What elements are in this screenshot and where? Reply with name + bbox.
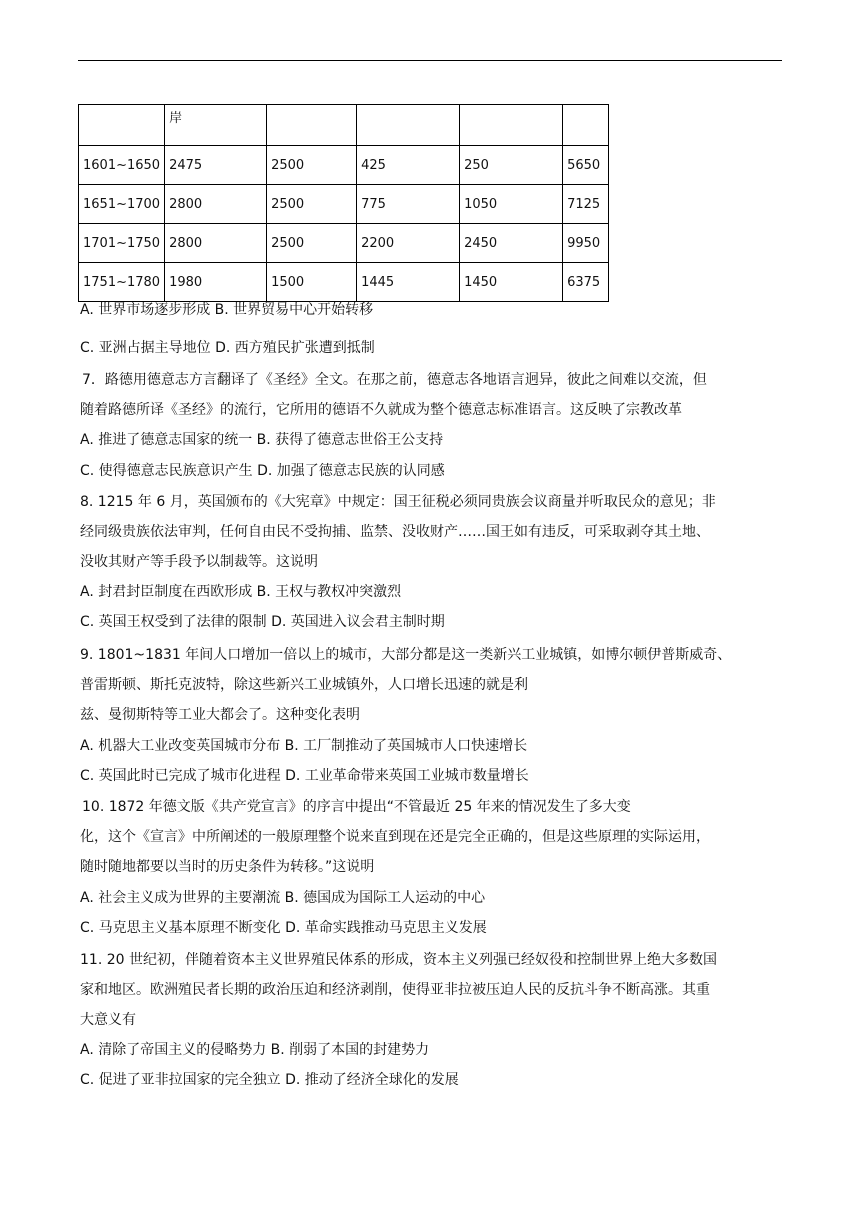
table-cell: 2475 (165, 146, 267, 185)
q11-stem-line: 11. 20 世纪初，伴随着资本主义世界殖民体系的形成，资本主义列强已经奴役和控制世界上绝大多数国 (80, 952, 717, 968)
q10-stem-line: 随时随地都要以当时的历史条件为转移。”这说明 (80, 859, 375, 875)
data-table (78, 104, 609, 302)
table-cell: 2500 (267, 146, 357, 185)
table-row (79, 185, 609, 224)
table-row (79, 146, 609, 185)
table-cell: 2800 (165, 224, 267, 263)
q9-options-cd: C. 英国此时已完成了城市化进程 D. 工业革命带来英国工业城市数量增长 (80, 768, 529, 784)
table-cell: 9950 (563, 224, 609, 263)
table-cell: 2200 (357, 224, 460, 263)
table-cell: 1050 (460, 185, 563, 224)
table-cell: 2450 (460, 224, 563, 263)
q8-stem-line: 经同级贵族依法审判，任何自由民不受拘捕、监禁、没收财产……国王如有违反，可采取剥夺其土地、 (80, 524, 710, 540)
table-cell: 2500 (267, 185, 357, 224)
table-cell: 1445 (357, 263, 460, 302)
q7-stem-line: 随着路德所译《圣经》的流行，它所用的德语不久就成为整个德意志标准语言。这反映了宗教改革 (80, 402, 682, 418)
table-cell (563, 105, 609, 146)
q10-options-ab: A. 社会主义成为世界的主要潮流 B. 德国成为国际工人运动的中心 (80, 890, 486, 906)
q7-options-cd: C. 使得德意志民族意识产生 D. 加强了德意志民族的认同感 (80, 463, 445, 479)
q9-stem-line: 普雷斯顿、斯托克波特，除这些新兴工业城镇外，人口增长迅速的就是利 (80, 677, 528, 693)
q8-options-cd: C. 英国王权受到了法律的限制 D. 英国进入议会君主制时期 (80, 614, 445, 630)
q8-stem-line: 8. 1215 年 6 月，英国颁布的《大宪章》中规定：国王征税必须同贵族会议商量并听取民众的意见；非 (80, 494, 716, 510)
table-cell: 7125 (563, 185, 609, 224)
table-cell: 2800 (165, 185, 267, 224)
table-cell: 1651~1700 (79, 185, 165, 224)
table-cell: 1500 (267, 263, 357, 302)
table-cell: 2500 (267, 224, 357, 263)
table-cell (79, 105, 165, 146)
table-cell: 775 (357, 185, 460, 224)
q6-options-ab: A. 世界市场逐步形成 B. 世界贸易中心开始转移 (80, 302, 374, 318)
table-cell: 1601~1650 (79, 146, 165, 185)
q11-stem-line: 大意义有 (80, 1012, 136, 1028)
table-cell: 1980 (165, 263, 267, 302)
table-header-row (79, 105, 609, 146)
q11-options-cd: C. 促进了亚非拉国家的完全独立 D. 推动了经济全球化的发展 (80, 1072, 459, 1088)
q10-stem-line: 化，这个《宣言》中所阐述的一般原理整个说来直到现在还是完全正确的，但是这些原理的实际运用， (80, 829, 710, 845)
table-cell (357, 105, 460, 146)
q9-options-ab: A. 机器大工业改变英国城市分布 B. 工厂制推动了英国城市人口快速增长 (80, 738, 528, 754)
q9-stem-line: 兹、曼彻斯特等工业大都会了。这种变化表明 (80, 707, 360, 723)
table-cell (267, 105, 357, 146)
q7-stem-line: 7．路德用德意志方言翻译了《圣经》全文。在那之前，德意志各地语言迥异，彼此之间难以交流，但 (82, 372, 707, 388)
q6-options-cd: C. 亚洲占据主导地位 D. 西方殖民扩张遭到抵制 (80, 340, 375, 356)
q8-stem-line: 没收其财产等手段予以制裁等。这说明 (80, 554, 318, 570)
table-row (79, 263, 609, 302)
table-cell: 5650 (563, 146, 609, 185)
table-cell: 6375 (563, 263, 609, 302)
table-cell: 1701~1750 (79, 224, 165, 263)
table-cell: 1450 (460, 263, 563, 302)
q9-stem-line: 9. 1801~1831 年间人口增加一倍以上的城市，大部分都是这一类新兴工业城镇，如博尔顿伊普斯威奇、 (80, 647, 732, 663)
q10-options-cd: C. 马克思主义基本原理不断变化 D. 革命实践推动马克思主义发展 (80, 920, 487, 936)
header-rule (78, 60, 782, 61)
table-cell: 250 (460, 146, 563, 185)
q10-stem-line: 10. 1872 年德文版《共产党宣言》的序言中提出“不管最近 25 年来的情况发生了多大变 (82, 799, 631, 815)
q8-options-ab: A. 封君封臣制度在西欧形成 B. 王权与教权冲突激烈 (80, 584, 402, 600)
table-row (79, 224, 609, 263)
table-cell (460, 105, 563, 146)
table-cell: 1751~1780 (79, 263, 165, 302)
q11-stem-line: 家和地区。欧洲殖民者长期的政治压迫和经济剥削，使得亚非拉被压迫人民的反抗斗争不断高涨。其重 (80, 982, 710, 998)
q7-options-ab: A. 推进了德意志国家的统一 B. 获得了德意志世俗王公支持 (80, 432, 444, 448)
table-cell: 425 (357, 146, 460, 185)
table-cell: 岸 (165, 105, 267, 146)
q11-options-ab: A. 清除了帝国主义的侵略势力 B. 削弱了本国的封建势力 (80, 1042, 430, 1058)
